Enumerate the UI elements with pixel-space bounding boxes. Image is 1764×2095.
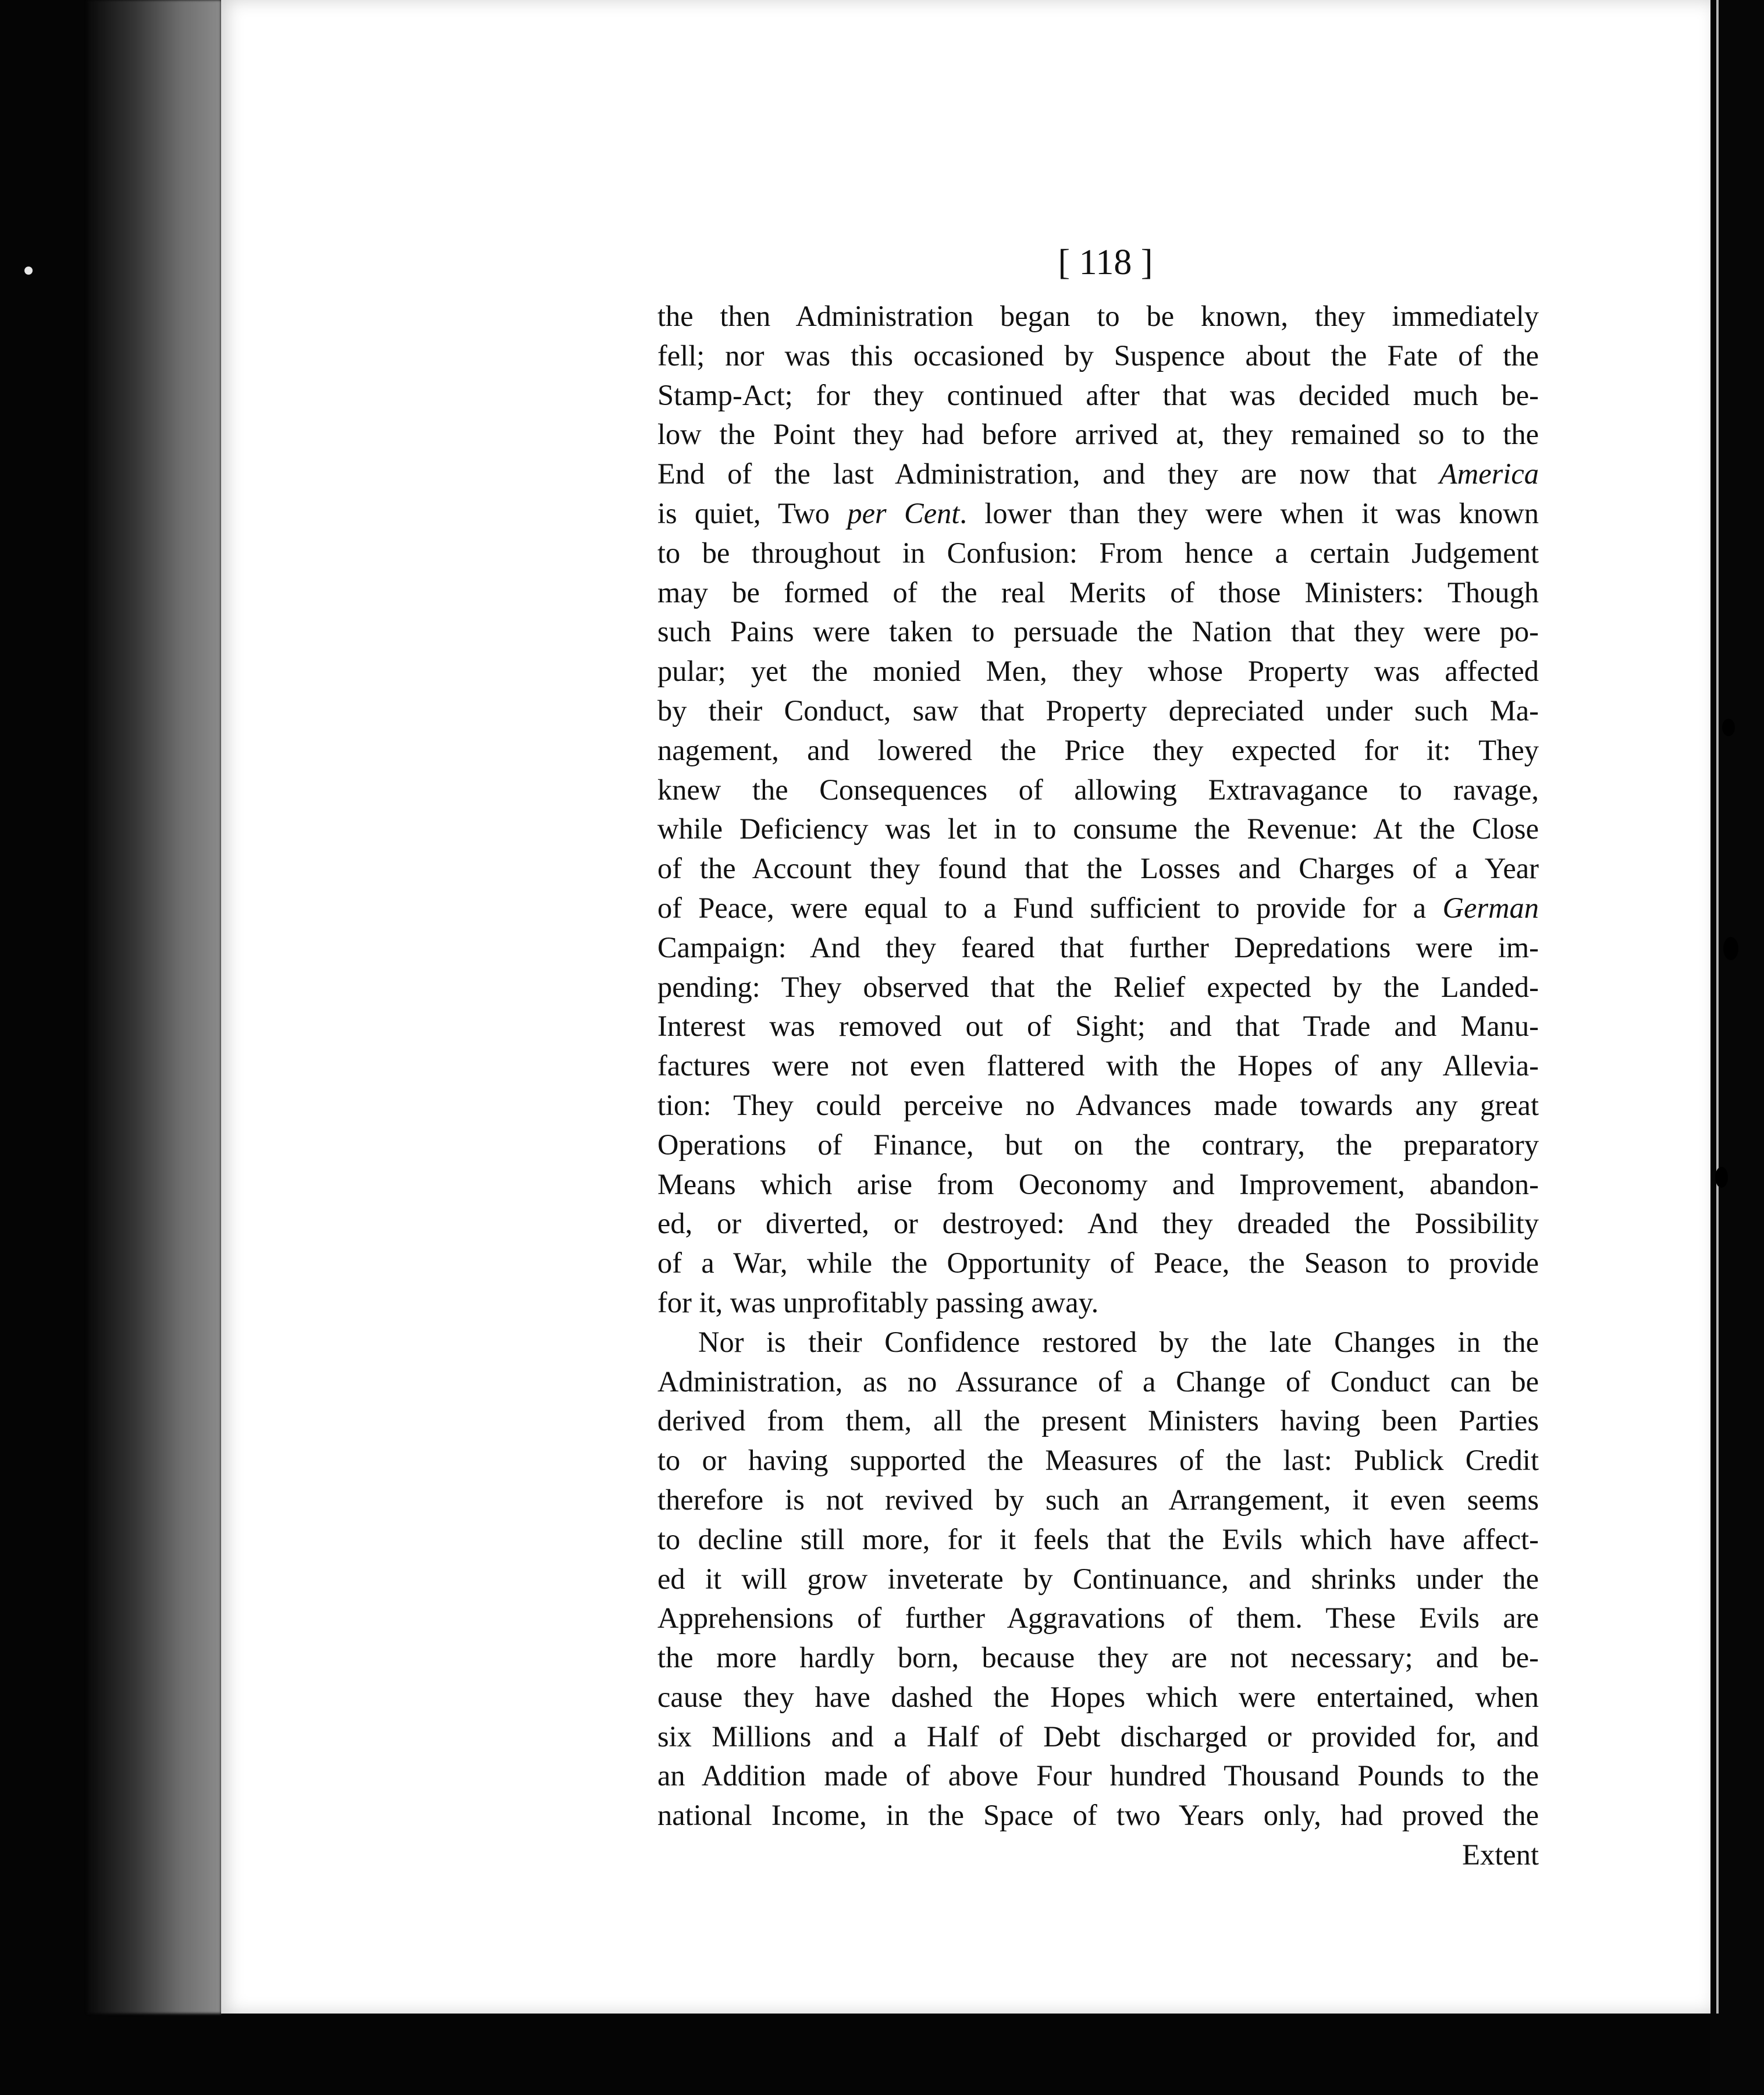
text-line bbox=[657, 1244, 1539, 1283]
text-segment: nagement, and lowered the Price they expected for it: They bbox=[657, 733, 1539, 766]
text-line bbox=[657, 928, 1539, 968]
text-segment: pular; yet the monied Men, they whose Property was affected bbox=[657, 655, 1539, 688]
text-line bbox=[657, 1717, 1539, 1757]
text-line bbox=[657, 376, 1539, 416]
text-segment: tion: They could perceive no Advances made towards any great bbox=[657, 1088, 1539, 1121]
text-segment: national Income, in the Space of two Years only, had proved the bbox=[657, 1799, 1539, 1832]
text-line bbox=[657, 1756, 1539, 1796]
text-segment: Campaign: And they feared that further Depredations were im- bbox=[657, 931, 1539, 964]
text-segment: Extent bbox=[1462, 1838, 1539, 1872]
text-line bbox=[657, 1638, 1539, 1678]
text-line bbox=[657, 1283, 1539, 1323]
italic-text: per Cent bbox=[847, 496, 960, 530]
text-line bbox=[657, 1441, 1539, 1480]
neighbouring-leaf-edge bbox=[1716, 0, 1719, 2014]
text-segment: Nor is their Confidence restored by the late Changes in the bbox=[698, 1325, 1539, 1358]
text-segment: of the Account they found that the Losses and Charges of a Year bbox=[657, 852, 1539, 885]
scan-speck bbox=[1722, 719, 1735, 736]
text-line bbox=[657, 1560, 1539, 1599]
text-segment: ed, or diverted, or destroyed: And they dreaded the Possibility bbox=[657, 1207, 1539, 1240]
book-binding-edge bbox=[87, 0, 221, 2014]
text-line bbox=[657, 1401, 1539, 1441]
page-number: [ 118 ] bbox=[1058, 243, 1153, 282]
text-segment: Operations of Finance, but on the contrary, the preparatory bbox=[657, 1128, 1539, 1161]
text-line bbox=[657, 691, 1539, 731]
text-line bbox=[657, 336, 1539, 376]
text-segment: derived from them, all the present Ministers having been Parties bbox=[657, 1404, 1539, 1437]
text-line bbox=[657, 652, 1539, 691]
text-line bbox=[657, 415, 1539, 454]
text-segment: the then Administration began to be known, they immediately bbox=[657, 300, 1539, 332]
scan-speck bbox=[1723, 937, 1738, 960]
text-segment: by their Conduct, saw that Property depreciated under such Ma- bbox=[657, 694, 1539, 727]
text-segment: ed it will grow inveterate by Continuance, and shrinks under the bbox=[657, 1562, 1539, 1595]
text-line bbox=[657, 1678, 1539, 1717]
text-line bbox=[657, 1007, 1539, 1046]
italic-text: German bbox=[1442, 891, 1539, 924]
text-segment: six Millions and a Half of Debt discharged or provided for, and bbox=[657, 1720, 1539, 1753]
scan-speck bbox=[1715, 1167, 1728, 1188]
text-line bbox=[657, 1204, 1539, 1244]
text-line bbox=[657, 1520, 1539, 1560]
text-line bbox=[657, 1835, 1539, 1875]
text-segment: to be throughout in Confusion: From hence a certain Judgement bbox=[657, 536, 1539, 569]
text-segment: to or having supported the Measures of the last: Publick Credit bbox=[657, 1444, 1539, 1477]
scan-speck bbox=[24, 267, 33, 275]
text-segment: . lower than they were when it was known bbox=[959, 496, 1539, 530]
text-segment: of a War, while the Opportunity of Peace, the Season to provide bbox=[657, 1247, 1539, 1280]
text-segment: such Pains were taken to persuade the Nation that they were po- bbox=[657, 615, 1539, 648]
text-segment: pending: They observed that the Relief expected by the Landed- bbox=[657, 970, 1539, 1003]
italic-text: America bbox=[1439, 457, 1539, 491]
text-segment: factures were not even flattered with the Hopes of any Allevia- bbox=[657, 1049, 1539, 1082]
text-line bbox=[657, 809, 1539, 849]
text-segment: an Addition made of above Four hundred Thousand Pounds to the bbox=[657, 1759, 1539, 1792]
text-line bbox=[657, 968, 1539, 1007]
text-line bbox=[657, 1125, 1539, 1165]
text-line bbox=[657, 1165, 1539, 1205]
text-line bbox=[657, 849, 1539, 889]
text-line bbox=[657, 1480, 1539, 1520]
text-segment: End of the last Administration, and they are now that bbox=[657, 457, 1439, 491]
text-segment: the more hardly born, because they are not necessary; and be- bbox=[657, 1641, 1539, 1674]
text-segment: Stamp-Act; for they continued after that was decided much be- bbox=[657, 378, 1539, 411]
text-line bbox=[657, 297, 1539, 336]
text-line bbox=[657, 1796, 1539, 1835]
text-line bbox=[657, 612, 1539, 652]
text-line bbox=[657, 1323, 1539, 1362]
text-segment: is quiet, Two bbox=[657, 496, 848, 530]
text-line bbox=[657, 494, 1539, 534]
text-segment: for it, was unprofitably passing away. bbox=[657, 1286, 1099, 1319]
text-segment: cause they have dashed the Hopes which were entertained, when bbox=[657, 1680, 1539, 1713]
text-line bbox=[657, 1362, 1539, 1402]
text-line bbox=[657, 1086, 1539, 1125]
text-segment: Administration, as no Assurance of a Change of Conduct can be bbox=[657, 1365, 1539, 1398]
text-segment: knew the Consequences of allowing Extravagance to ravage, bbox=[657, 773, 1539, 806]
text-segment: while Deficiency was let in to consume the Revenue: At the Close bbox=[657, 812, 1539, 846]
text-segment: may be formed of the real Merits of those Ministers: Though bbox=[657, 576, 1539, 609]
text-line bbox=[657, 731, 1539, 770]
body-text bbox=[657, 297, 1539, 1875]
text-line bbox=[657, 454, 1539, 494]
text-segment: therefore is not revived by such an Arrangement, it even seems bbox=[657, 1483, 1539, 1516]
text-segment: of Peace, were equal to a Fund sufficient to provide for a bbox=[657, 891, 1443, 924]
text-line bbox=[657, 573, 1539, 613]
text-line bbox=[657, 1046, 1539, 1086]
text-segment: to decline still more, for it feels that the Evils which have affect- bbox=[657, 1522, 1539, 1556]
text-segment: Interest was removed out of Sight; and that Trade and Manu- bbox=[657, 1010, 1539, 1043]
text-segment: fell; nor was this occasioned by Suspence about the Fate of the bbox=[657, 339, 1539, 372]
text-line bbox=[657, 889, 1539, 928]
text-line bbox=[657, 1599, 1539, 1638]
text-segment: Means which arise from Oeconomy and Improvement, abandon- bbox=[657, 1167, 1539, 1201]
text-line bbox=[657, 534, 1539, 573]
text-segment: Apprehensions of further Aggravations of them. These Evils are bbox=[657, 1602, 1539, 1635]
text-segment: low the Point they had before arrived at, they remained so to the bbox=[657, 418, 1539, 451]
text-line bbox=[657, 770, 1539, 810]
